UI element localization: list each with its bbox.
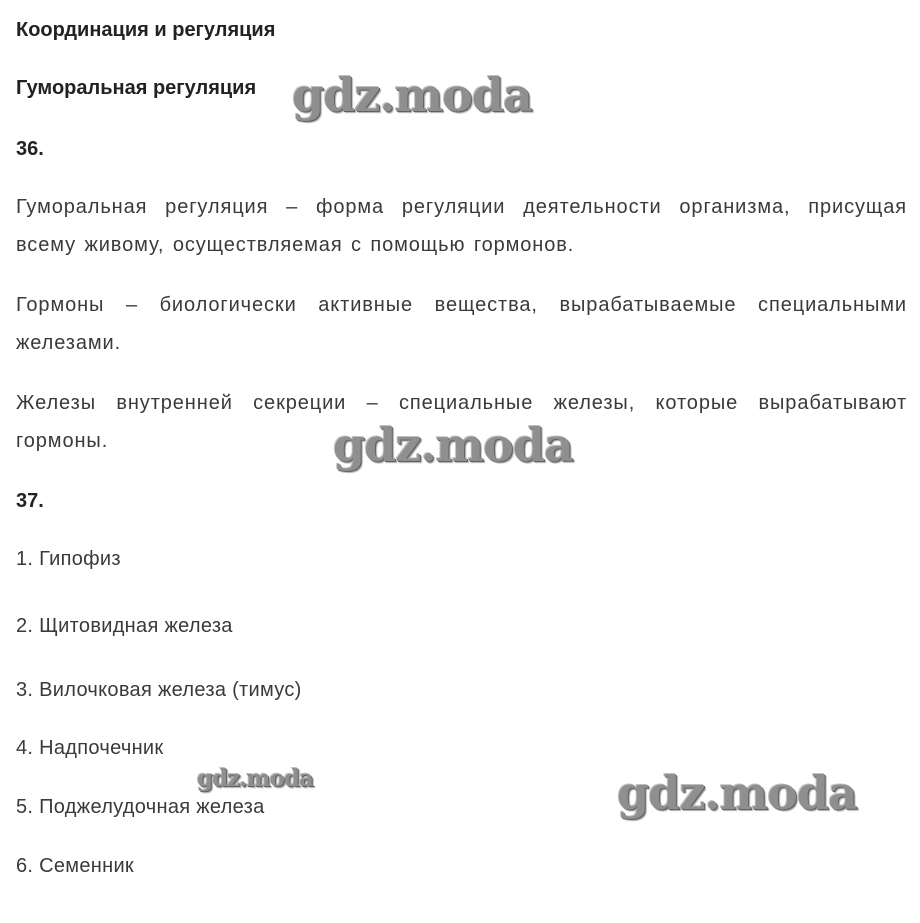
watermark-logo: gdz.moda — [292, 68, 532, 122]
watermark-logo: gdz.moda — [617, 766, 857, 820]
watermark-logo: gdz.moda — [197, 765, 313, 792]
section-subtitle: Гуморальная регуляция — [16, 77, 257, 99]
task-37-number: 37. — [16, 490, 44, 512]
list-item: 5. Поджелудочная железа — [16, 796, 265, 818]
list-item: 6. Семенник — [16, 855, 134, 877]
task-36-number: 36. — [16, 138, 44, 160]
section-title: Координация и регуляция — [16, 19, 276, 41]
task-36-paragraph-2: Гормоны – биологически активные вещества, вырабатываемые специальными железами. — [16, 294, 907, 354]
task-36-paragraph-3: Железы внутренней секреции – специальные железы, которые вырабатывают гормоны. — [16, 392, 907, 452]
list-item: 4. Надпочечник — [16, 737, 164, 759]
list-item: 1. Гипофиз — [16, 548, 121, 570]
list-item: 2. Щитовидная железа — [16, 615, 233, 637]
task-36-paragraph-1: Гуморальная регуляция – форма регуляции деятельности организма, присущая всему живому, осуществляемая с помощью гормонов. — [16, 196, 907, 256]
list-item: 3. Вилочковая железа (тимус) — [16, 679, 302, 701]
watermark-logo: gdz.moda — [333, 418, 573, 472]
